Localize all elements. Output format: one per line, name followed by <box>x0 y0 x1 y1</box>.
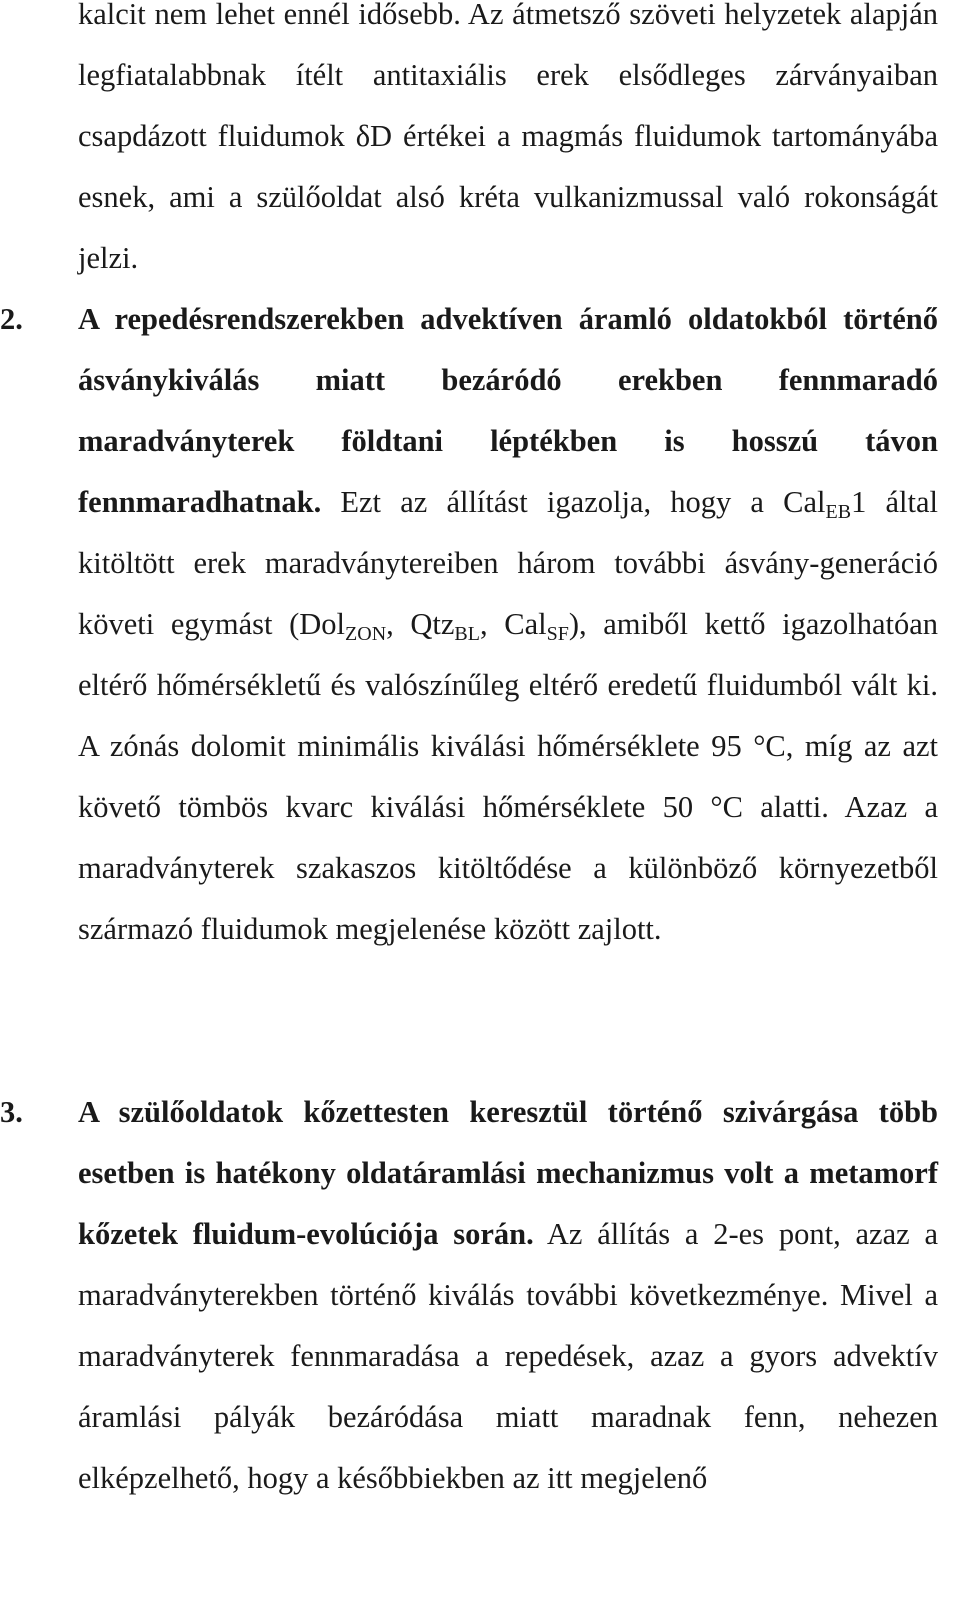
explanation-seg3: , Qtz <box>386 607 455 641</box>
subscript-zon: ZON <box>345 623 387 645</box>
explanation-text: Az állítás a 2-es pont, azaz a maradványterekben történő kiválás további következménye. Mivel a maradványterek fennmaradása a repedések, azaz a gyors advektív áramlási pályák bezáródása miatt maradnak fenn, nehezen elképzelhető, hogy a későbbiekben az itt megjelenő <box>78 1217 938 1495</box>
explanation-seg5: ), amiből kettő igazolhatóan eltérő hőmérsékletű és valószínűleg eltérő eredetű fluidumból vált ki. A zónás dolomit minimális kiválási hőmérséklete 95 °C, míg az azt követő tömbös kvarc kiválási hőmérséklete 50 °C alatti. Azaz a maradványterek szakaszos kitöltődése a különböző környezetből származó fluidumok megjelenése között zajlott. <box>78 607 938 946</box>
explanation-seg2: 1 által kitöltött erek maradványtereiben három további ásvány-generáció követi egymást (Dol <box>78 485 938 641</box>
thesis-statement: A szülőoldatok kőzettesten keresztül történő szivárgása több esetben is hatékony oldatáramlási mechanizmus volt a metamorf kőzetek fluidum-evolúciója során. <box>78 1095 938 1251</box>
delta-d-symbol: δD <box>355 119 393 153</box>
item-number: 3. <box>0 1095 23 1129</box>
item-number: 2. <box>0 302 23 336</box>
subscript-sf: SF <box>546 623 569 645</box>
explanation-seg4: , Cal <box>479 607 547 641</box>
numbered-item-2 <box>0 289 938 960</box>
thesis-statement: A repedésrendszerekben advektíven áramló oldatokból történő ásványkiválás miatt bezáródó erekben fennmaradó maradványterek földtani léptékben is hosszú távon fennmaradhatnak. <box>78 302 938 519</box>
subscript-eb: EB <box>825 501 852 523</box>
subscript-bl: BL <box>454 623 480 645</box>
explanation-seg1: Ezt az állítást igazolja, hogy a Cal <box>321 485 826 519</box>
intro-text-before: kalcit nem lehet ennél idősebb. Az átmetsző szöveti helyzetek alapján legfiatalabbnak ítélt antitaxiális erek elsődleges zárványaiban csapdázott fluidumok <box>78 0 938 153</box>
numbered-item-3 <box>0 1082 938 1509</box>
intro-text-after: értékei a magmás fluidumok tartományába esnek, ami a szülőoldat alsó kréta vulkanizmussal való rokonságát jelzi. <box>78 119 939 275</box>
intro-paragraph <box>78 0 938 289</box>
